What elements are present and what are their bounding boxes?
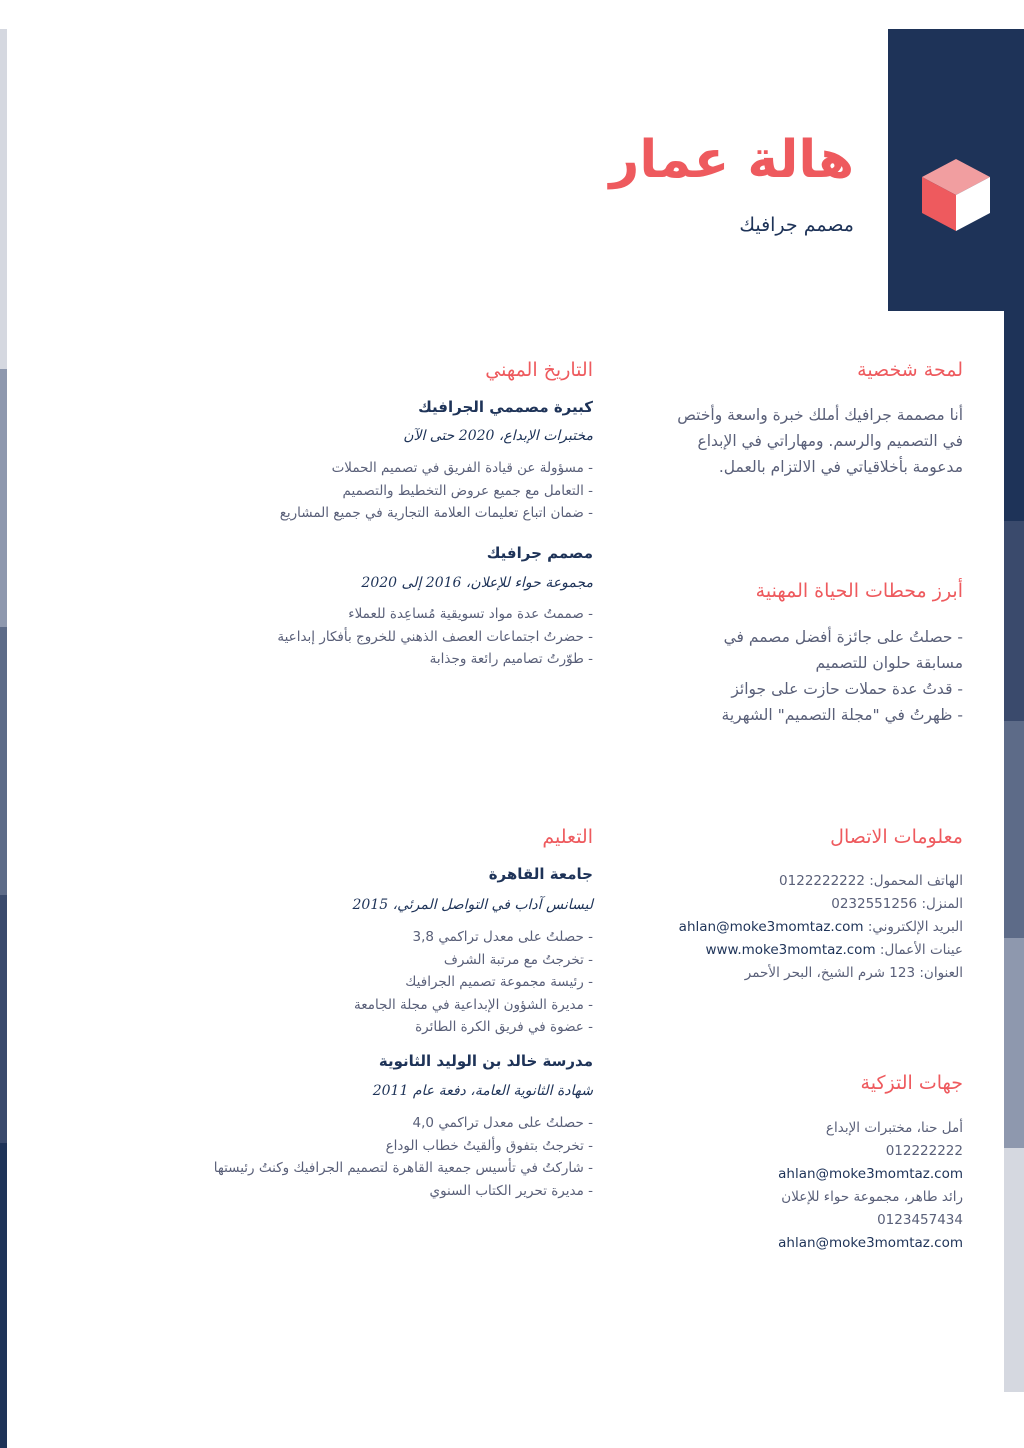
list-item: - حصلتُ على معدل تراكمي 4,0 <box>412 1115 593 1131</box>
ref2-name: رائد طاهر، مجموعة حواء للإعلان <box>781 1189 963 1205</box>
list-item: - حصلتُ على معدل تراكمي 3,8 <box>412 929 593 945</box>
job-bullets <box>277 603 593 671</box>
header-block <box>888 29 1024 311</box>
contact-mobile: الهاتف المحمول: 0122222222 <box>779 873 963 889</box>
contact-portfolio: عينات الأعمال: www.moke3momtaz.com <box>705 942 963 958</box>
portfolio-link[interactable]: www.moke3momtaz.com <box>705 942 876 958</box>
contact-heading: معلومات الاتصال <box>830 826 963 848</box>
contact-address: العنوان: 123 شرم الشيخ، البحر الأحمر <box>744 965 963 981</box>
ref1-name: أمل حنا، مختبرات الإبداع <box>825 1120 963 1136</box>
school-bullets <box>354 926 593 1039</box>
school-bullets <box>214 1112 593 1202</box>
right-strip-4 <box>1004 938 1024 1148</box>
list-item: - مسؤولة عن قيادة الفريق في تصميم الحملات <box>331 460 593 476</box>
left-strip-2 <box>0 369 7 627</box>
list-item: - عضوة في فريق الكرة الطائرة <box>415 1019 593 1035</box>
profile-text: أنا مصممة جرافيك أملك خبرة واسعة وأختص في التصميم والرسم. ومهاراتي في الإبداع مدعومة بأخلاقياتي في الالتزام بالعمل. <box>677 406 963 476</box>
list-item: - تخرجتُ مع مرتبة الشرف <box>443 951 593 968</box>
references-list <box>778 1117 963 1255</box>
job-title: مصمم جرافيك <box>486 544 593 562</box>
list-item: - طوّرتُ تصاميم رائعة وجذابة <box>429 651 593 667</box>
list-item: - ضمان اتباع تعليمات العلامة التجارية في جميع المشاريع <box>279 505 593 521</box>
school-title: مدرسة خالد بن الوليد الثانوية <box>378 1052 593 1070</box>
list-item: - مديرة تحرير الكتاب السنوي <box>429 1182 593 1199</box>
list-item: - التعامل مع جميع عروض التخطيط والتصميم <box>342 482 593 499</box>
list-item: - مديرة الشؤون الإبداعية في مجلة الجامعة <box>354 996 593 1013</box>
list-item: - تخرجتُ بتفوق وألقيتُ خطاب الوداع <box>385 1137 593 1154</box>
job-subtitle: مجموعة حواء للإعلان، 2016 إلى 2020 <box>361 575 593 591</box>
ref2-email[interactable]: ahlan@moke3momtaz.com <box>778 1235 963 1251</box>
ref1-email[interactable]: ahlan@moke3momtaz.com <box>778 1166 963 1182</box>
profile-heading: لمحة شخصية <box>857 359 963 381</box>
left-strip-4 <box>0 895 7 1143</box>
right-strip-5 <box>1004 1148 1024 1392</box>
school-subtitle: ليسانس آداب في التواصل المرئي، 2015 <box>352 897 593 913</box>
references-heading: جهات التزكية <box>860 1072 963 1094</box>
right-strip-2 <box>1004 521 1024 721</box>
left-strip-5 <box>0 1143 7 1448</box>
list-item: - شاركتُ في تأسيس جمعية القاهرة لتصميم الجرافيك وكنتُ رئيستها <box>213 1160 593 1176</box>
school-subtitle: شهادة الثانوية العامة، دفعة عام 2011 <box>372 1083 593 1099</box>
contact-email: البريد الإلكتروني: ahlan@moke3momtaz.com <box>678 919 963 935</box>
ref2-phone: 0123457434 <box>877 1212 963 1228</box>
job-subtitle: مختبرات الإبداع، 2020 حتى الآن <box>403 428 593 444</box>
contact-list <box>679 870 963 985</box>
education-heading: التعليم <box>542 826 593 848</box>
list-item: - قدتُ عدة حملات حازت على جوائز <box>731 680 963 698</box>
left-strip-3 <box>0 627 7 895</box>
right-strip-1 <box>1004 311 1024 521</box>
email-link[interactable]: ahlan@moke3momtaz.com <box>678 919 864 935</box>
ref1-phone: 012222222 <box>885 1143 963 1159</box>
job-bullets <box>280 457 593 525</box>
left-strip-1 <box>0 29 7 369</box>
list-item: - رئيسة مجموعة تصميم الجرافيك <box>405 974 593 990</box>
highlights-list <box>722 624 963 728</box>
list-item: مسابقة حلوان للتصميم <box>815 654 963 672</box>
contact-home: المنزل: 0232551256 <box>831 896 963 912</box>
cube-icon <box>920 157 992 233</box>
right-strip-3 <box>1004 721 1024 938</box>
experience-heading: التاريخ المهني <box>485 359 593 381</box>
list-item: - صممتُ عدة مواد تسويقية مُساعِدة للعملاء <box>348 606 593 622</box>
school-title: جامعة القاهرة <box>488 865 593 883</box>
list-item: - حصلتُ على جائزة أفضل مصمم في <box>723 628 963 646</box>
list-item: - حضرتُ اجتماعات العصف الذهني للخروج بأفكار إبداعية <box>277 628 593 645</box>
candidate-name: هالة عمار <box>609 130 854 190</box>
candidate-title: مصمم جرافيك <box>739 214 854 236</box>
list-item: - ظهرتُ في "مجلة التصميم" الشهرية <box>721 706 963 724</box>
highlights-heading: أبرز محطات الحياة المهنية <box>755 580 963 602</box>
job-title: كبيرة مصممي الجرافيك <box>418 398 593 416</box>
